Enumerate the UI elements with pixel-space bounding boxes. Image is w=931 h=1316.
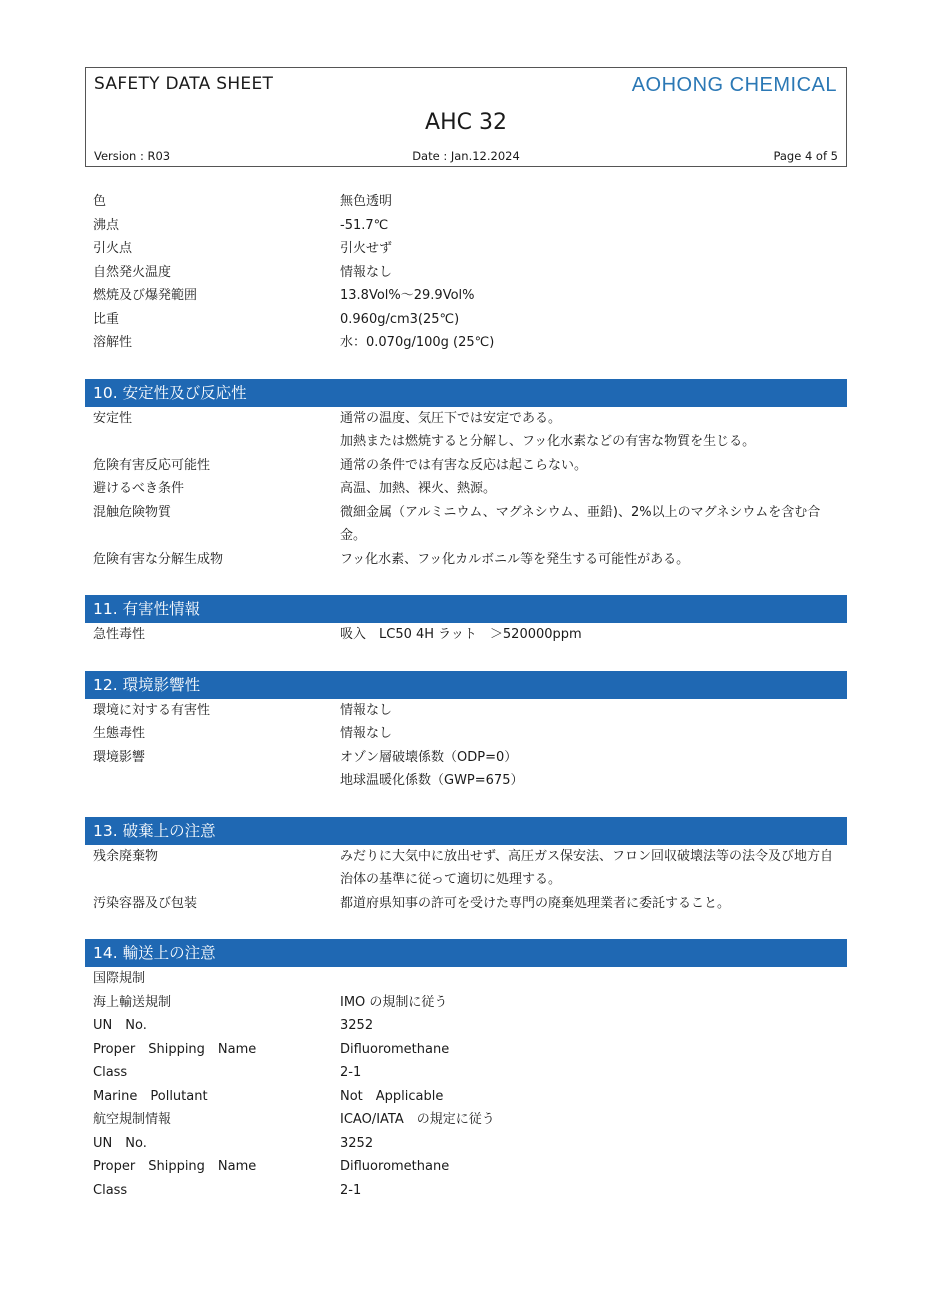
row-label: UN No. — [93, 1018, 147, 1033]
table-row — [85, 769, 847, 793]
row-label: 危険有害反応可能性 — [93, 457, 211, 473]
table-row — [85, 1179, 847, 1203]
section-rows — [85, 623, 847, 647]
row-value: 地球温暖化係数（GWP=675） — [340, 773, 524, 788]
table-row — [85, 477, 847, 501]
section-heading: 10. 安定性及び反応性 — [85, 379, 847, 407]
row-label: 引火点 — [93, 241, 133, 256]
table-row — [85, 722, 847, 746]
table-row — [85, 308, 847, 332]
row-value: 0.960g/cm3(25℃) — [340, 311, 460, 327]
row-label: 急性毒性 — [93, 627, 146, 642]
table-row — [85, 214, 847, 238]
row-label: Marine Pollutant — [93, 1088, 208, 1104]
row-label: 燃焼及び爆発範囲 — [93, 288, 198, 303]
product-name: AHC 32 — [425, 110, 507, 135]
row-value: Difluoromethane — [340, 1041, 450, 1057]
row-label: 安定性 — [93, 410, 133, 426]
table-row — [85, 501, 847, 548]
row-value: 13.8Vol%～29.9Vol% — [340, 288, 475, 303]
row-label — [85, 769, 340, 793]
row-value: IMO の規制に従う — [340, 994, 448, 1010]
table-row — [85, 892, 847, 916]
version-label: Version : R03 — [94, 149, 171, 163]
row-value: 高温、加熱、裸火、熱源。 — [340, 481, 497, 496]
document-title: SAFETY DATA SHEET — [94, 74, 274, 94]
row-value: 2-1 — [340, 1065, 362, 1080]
row-label: Class — [93, 1065, 128, 1080]
row-value — [340, 967, 847, 991]
row-label: 残余廃棄物 — [93, 848, 159, 864]
table-row — [85, 190, 847, 214]
page-number: Page 4 of 5 — [773, 149, 838, 163]
row-label: Proper Shipping Name — [93, 1159, 257, 1174]
section-heading: 14. 輸送上の注意 — [85, 939, 847, 967]
row-label: 比重 — [93, 311, 120, 327]
table-row — [85, 237, 847, 261]
row-label: 海上輸送規制 — [93, 994, 172, 1010]
physical-properties-list — [85, 190, 847, 355]
section-rows — [85, 845, 847, 916]
row-value: 情報なし — [340, 702, 393, 718]
table-row — [85, 1085, 847, 1109]
table-row — [85, 845, 847, 892]
row-value: 吸入 LC50 4H ラット ＞520000ppm — [340, 627, 582, 642]
row-value: 3252 — [340, 1135, 374, 1151]
table-row — [85, 430, 847, 454]
row-value: 無色透明 — [340, 194, 393, 209]
row-label: 環境に対する有害性 — [93, 702, 211, 718]
row-label: 自然発火温度 — [93, 264, 172, 280]
row-value: 通常の温度、気圧下では安定である。 — [340, 410, 562, 426]
row-label: Class — [93, 1182, 128, 1198]
section-heading: 12. 環境影響性 — [85, 671, 847, 699]
row-value: 水：0.070g/100g (25℃) — [340, 335, 495, 350]
table-row — [85, 1014, 847, 1038]
row-value: 2-1 — [340, 1182, 362, 1198]
row-label: 沸点 — [93, 217, 120, 233]
row-label: 環境影響 — [93, 749, 146, 765]
table-row — [85, 407, 847, 431]
row-label: 溶解性 — [93, 335, 133, 350]
table-row — [85, 454, 847, 478]
table-row — [85, 548, 847, 572]
section-rows — [85, 699, 847, 793]
sections-container — [85, 379, 847, 1203]
row-label: 汚染容器及び包装 — [93, 895, 198, 911]
row-value: 情報なし — [340, 264, 393, 280]
date-label: Date : Jan.12.2024 — [412, 149, 520, 163]
table-row — [85, 1108, 847, 1132]
table-row — [85, 1038, 847, 1062]
section-rows — [85, 407, 847, 572]
table-row — [85, 284, 847, 308]
row-value: 微細金属（アルミニウム、マグネシウム、亜鉛)、2%以上のマグネシウムを含む合金。 — [340, 504, 821, 543]
row-value: 通常の条件では有害な反応は起こらない。 — [340, 457, 588, 473]
table-row — [85, 1061, 847, 1085]
table-row — [85, 1132, 847, 1156]
document-header — [85, 67, 847, 167]
row-label: UN No. — [93, 1135, 147, 1151]
table-row — [85, 699, 847, 723]
row-value: -51.7℃ — [340, 217, 389, 233]
section-heading: 13. 破棄上の注意 — [85, 817, 847, 845]
document-body — [85, 190, 847, 1202]
table-row — [85, 991, 847, 1015]
table-row — [85, 746, 847, 770]
row-label: 避けるべき条件 — [93, 481, 185, 496]
row-label: 混触危険物質 — [93, 504, 172, 520]
row-value: みだりに大気中に放出せず、高圧ガス保安法、フロン回収破壊法等の法令及び地方自治体の基準に従って適切に処理する。 — [340, 848, 833, 887]
section-heading: 11. 有害性情報 — [85, 595, 847, 623]
table-row — [85, 967, 847, 991]
row-value: 引火せず — [340, 241, 393, 256]
row-label — [85, 430, 340, 454]
table-row — [85, 261, 847, 285]
section-rows — [85, 967, 847, 1202]
table-row — [85, 331, 847, 355]
row-value: 都道府県知事の許可を受けた専門の廃棄処理業者に委託すること。 — [340, 895, 731, 911]
row-value: Not Applicable — [340, 1088, 444, 1104]
row-label: Proper Shipping Name — [93, 1041, 257, 1057]
row-value: フッ化水素、フッ化カルボニル等を発生する可能性がある。 — [340, 551, 690, 567]
table-row — [85, 623, 847, 647]
row-value: 加熱または燃焼すると分解し、フッ化水素などの有害な物質を生じる。 — [340, 434, 756, 449]
row-label: 色 — [93, 194, 107, 209]
row-label: 危険有害な分解生成物 — [93, 551, 224, 567]
row-value: 情報なし — [340, 726, 393, 741]
row-label: 生態毒性 — [93, 726, 146, 741]
row-label: 航空規制情報 — [93, 1112, 172, 1127]
table-row — [85, 1155, 847, 1179]
row-value: Difluoromethane — [340, 1159, 450, 1174]
row-value: 3252 — [340, 1018, 374, 1033]
row-value: オゾン層破壊係数（ODP=0） — [340, 749, 518, 765]
company-name: AOHONG CHEMICAL — [631, 74, 837, 96]
row-label: 国際規制 — [93, 971, 146, 986]
row-value: ICAO/IATA の規定に従う — [340, 1112, 495, 1127]
